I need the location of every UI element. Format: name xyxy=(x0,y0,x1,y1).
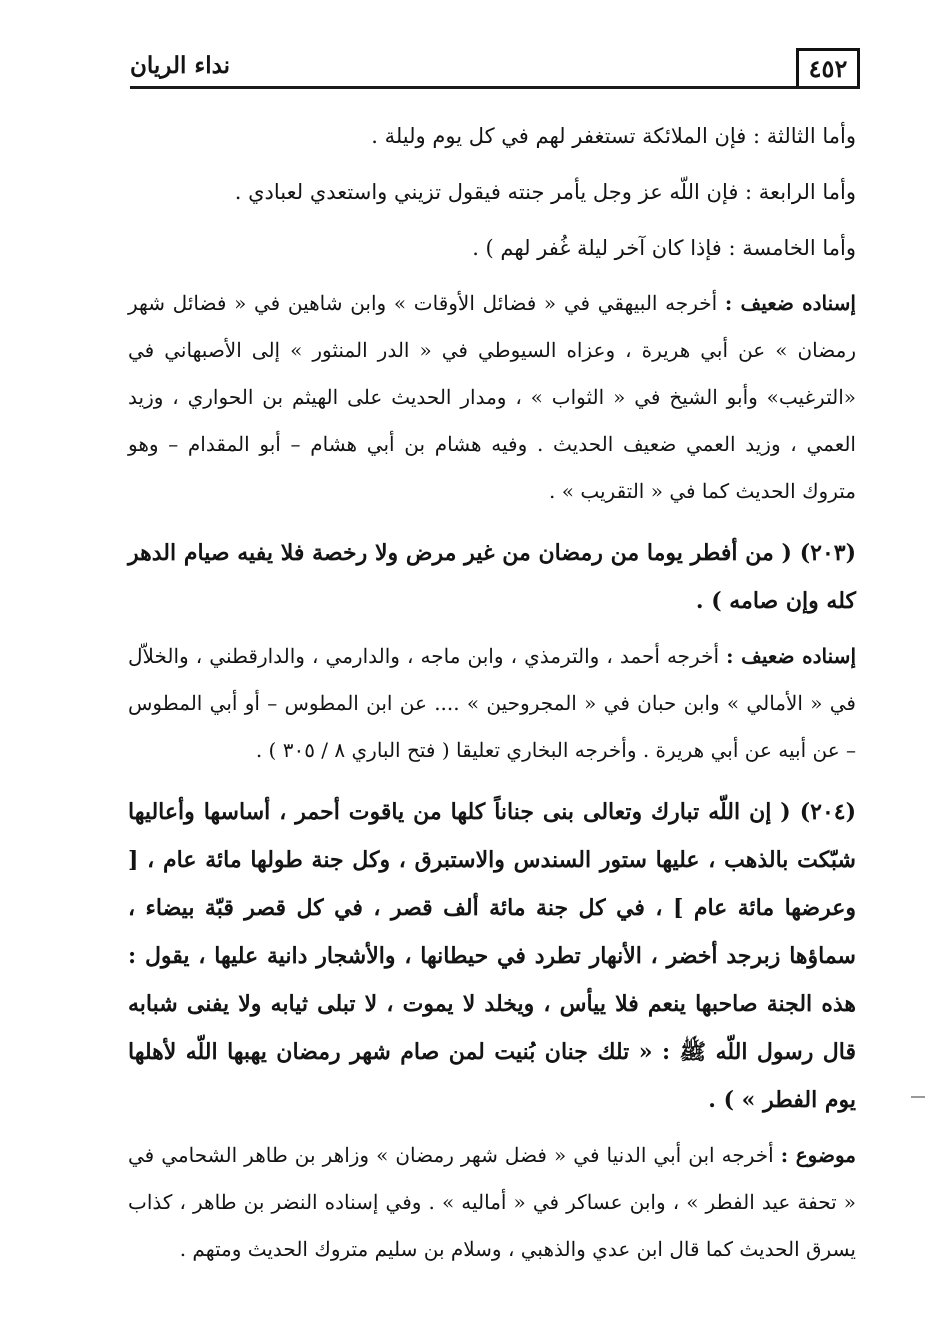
hadith-number: (٢٠٣) xyxy=(799,540,856,566)
takhrij-label: موضوع : xyxy=(780,1143,856,1167)
page-body xyxy=(128,112,856,1283)
takhrij-202 xyxy=(128,280,856,515)
takhrij-text: أخرجه ابن أبي الدنيا في « فضل شهر رمضان » وزاهر بن طاهر الشحامي في « تحفة عيد الفطر » ، وابن عساكر في « أماليه » . وفي إسناده النضر بن طاهر ، كذاب يسرق الحديث كما قال ابن عدي والذهبي ، وسلام بن سليم متروك الحديث ومتهم . xyxy=(128,1143,856,1261)
page-number: ٤٥٢ xyxy=(796,48,860,87)
book-title: نداء الريان xyxy=(130,52,231,79)
takhrij-label: إسناده ضعيف : xyxy=(724,291,856,315)
margin-mark xyxy=(911,1096,925,1098)
hadith-number: (٢٠٤) xyxy=(799,799,856,825)
page-header xyxy=(130,48,860,90)
hadith-text: ( من أفطر يوما من رمضان من غير مرض ولا رخصة فلا يفيه صيام الدهر كله وإن صامه ) . xyxy=(128,540,856,614)
header-rule xyxy=(130,86,860,89)
hadith-203 xyxy=(128,525,856,625)
paragraph-fifth: وأما الخامسة : فإذا كان آخر ليلة غُفر لهم ) . xyxy=(472,236,856,260)
paragraph-third: وأما الثالثة : فإن الملائكة تستغفر لهم في كل يوم وليلة . xyxy=(371,124,856,148)
takhrij-203 xyxy=(128,633,856,774)
takhrij-text: أخرجه البيهقي في « فضائل الأوقات » وابن شاهين في « فضائل شهر رمضان » عن أبي هريرة ، وعزاه السيوطي في « الدر المنثور » إلى الأصبهاني في «الترغيب» وأبو الشيخ في « الثواب » ، ومدار الحديث على الهيثم بن الحواري ، وزيد العمي ، وزيد العمي ضعيف الحديث . وفيه هشام بن أبي هشام – أبو المقدام – وهو متروك الحديث كما في « التقريب » . xyxy=(128,291,856,503)
hadith-204 xyxy=(128,784,856,1124)
takhrij-text: أخرجه أحمد ، والترمذي ، وابن ماجه ، والدارمي ، والدارقطني ، والخلاّل في « الأمالي » وابن حبان في « المجروحين » .... عن ابن المطوس – أو أبي المطوس – عن أبيه عن أبي هريرة . وأخرجه البخاري تعليقا ( فتح الباري ٨ / ٣٠٥ ) . xyxy=(128,644,856,762)
paragraph-fourth: وأما الرابعة : فإن اللّه عز وجل يأمر جنته فيقول تزيني واستعدي لعبادي . xyxy=(234,180,856,204)
hadith-text: ( إن اللّه تبارك وتعالى بنى جناناً كلها من ياقوت أحمر ، أساسها وأعاليها شبّكت بالذهب ، عليها ستور السندس والاستبرق ، وكل جنة طولها مائة عام ، [ وعرضها مائة عام ] ، في كل جنة مائة ألف قصر ، في كل قصر قبّة بيضاء ، سماؤها زبرجد أخضر ، الأنهار تطرد في حيطانها ، والأشجار دانية عليها ، يقول : هذه الجنة صاحبها ينعم فلا ييأس ، ويخلد لا يموت ، لا تبلى ثيابه ولا يفنى شبابه قال رسول اللّه ﷺ : « تلك جنان بُنيت لمن صام شهر رمضان يهبها اللّه لأهلها يوم الفطر » ) . xyxy=(128,799,856,1113)
takhrij-label: إسناده ضعيف : xyxy=(726,644,856,668)
takhrij-204 xyxy=(128,1132,856,1273)
